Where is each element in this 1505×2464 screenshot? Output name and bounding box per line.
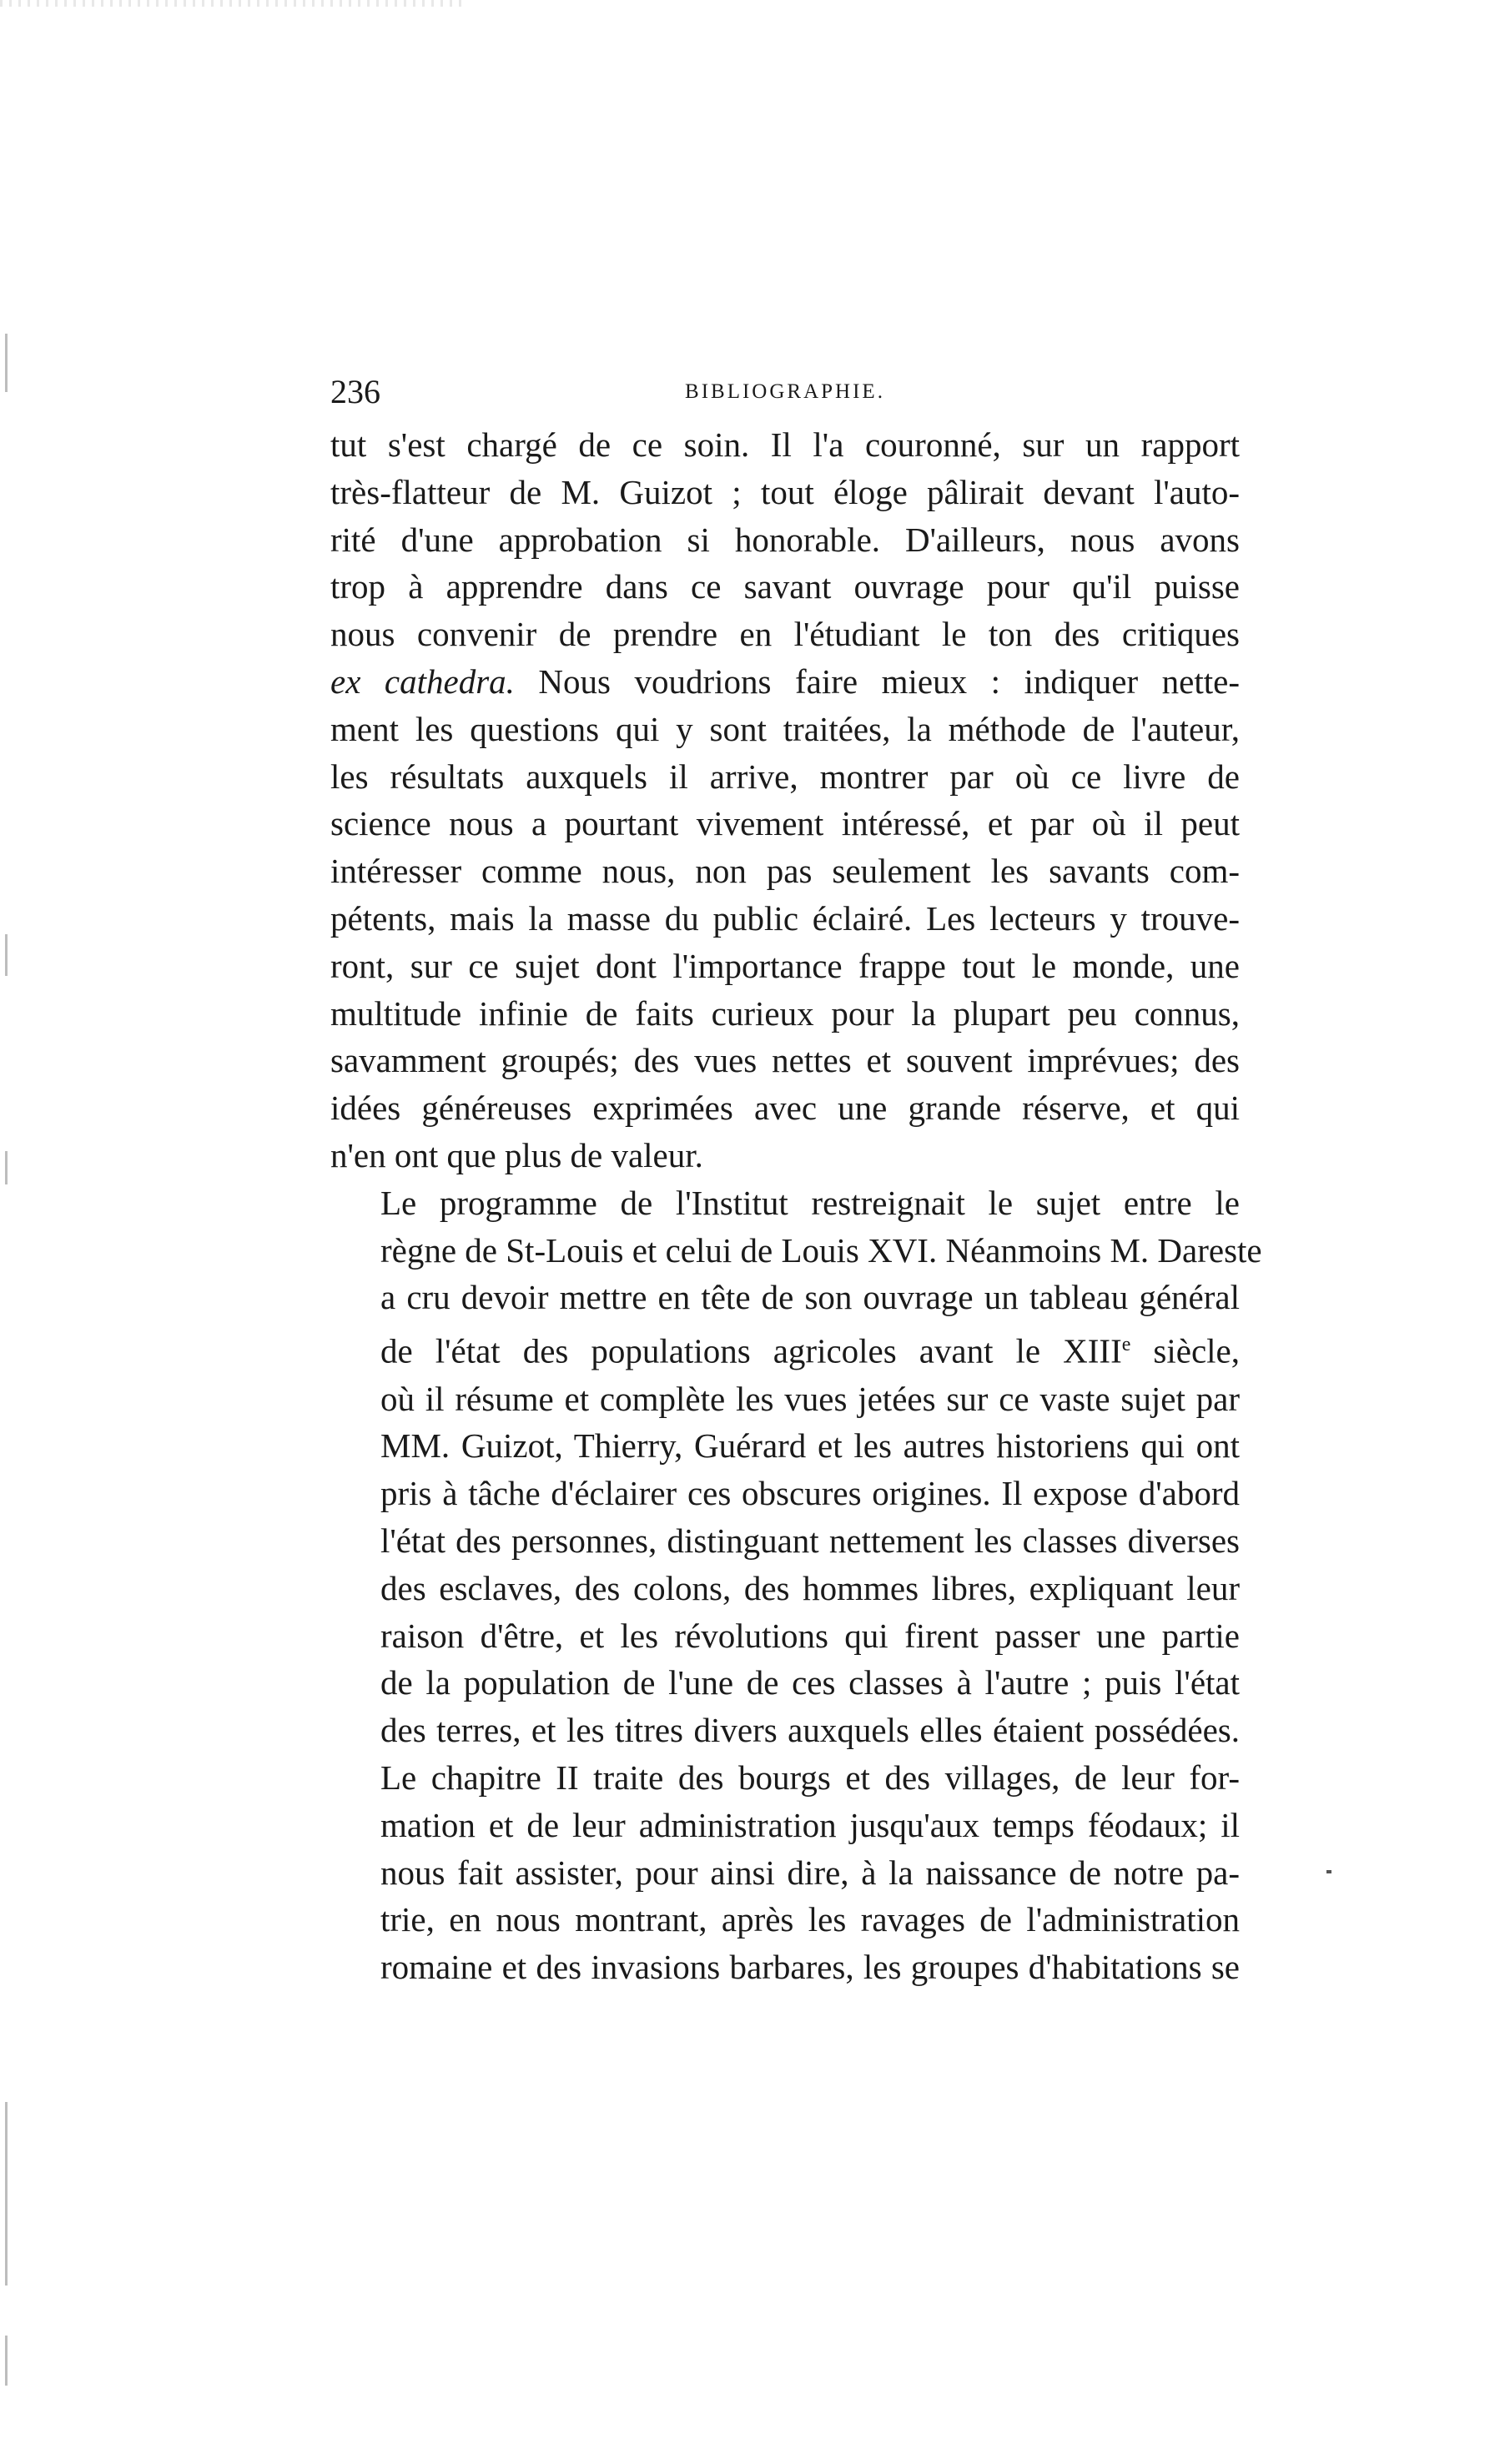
text-line: MM. Guizot, Thierry, Guérard et les autres historiens qui ont	[380, 1426, 1240, 1466]
text-segment: Nous voudrions faire mieux : indiquer nette-	[514, 661, 1240, 701]
paragraph-1	[330, 421, 1240, 1179]
body-text	[330, 421, 1262, 1991]
running-title: BIBLIOGRAPHIE.	[685, 380, 885, 403]
scan-edge-noise	[0, 0, 467, 7]
text-line: pris à tâche d'éclairer ces obscures origines. Il expose d'abord	[380, 1474, 1240, 1513]
text-line: de la population de l'une de ces classes à l'autre ; puis l'état	[380, 1663, 1240, 1702]
text-line: a cru devoir mettre en tête de son ouvrage un tableau général	[380, 1278, 1240, 1317]
text-segment: de l'état des populations agricoles avant le XIII	[380, 1331, 1122, 1370]
text-line: des esclaves, des colons, des hommes libres, expliquant leur	[380, 1568, 1240, 1607]
text-line: pétents, mais la masse du public éclairé. Les lecteurs y trouve-	[330, 898, 1240, 938]
text-line: trie, en nous montrant, après les ravages de l'administration	[380, 1900, 1240, 1939]
text-line: mation et de leur administration jusqu'aux temps féodaux; il	[380, 1805, 1240, 1844]
text-line: rité d'une approbation si honorable. D'ailleurs, nous avons	[330, 520, 1240, 559]
page-number: 236	[330, 373, 380, 410]
text-line: les résultats auxquels il arrive, montrer par où ce livre de	[330, 757, 1240, 796]
text-line: où il résume et complète les vues jetées sur ce vaste sujet par	[380, 1379, 1240, 1418]
text-line: nous convenir de prendre en l'étudiant le ton des critiques	[330, 615, 1240, 654]
text-line: Le chapitre II traite des bourgs et des villages, de leur for-	[380, 1757, 1240, 1797]
text-line: tut s'est chargé de ce soin. Il l'a couronné, sur un rapport	[330, 425, 1240, 464]
text-line: très-flatteur de M. Guizot ; tout éloge pâlirait devant l'auto-	[330, 472, 1240, 511]
scan-margin-specks	[0, 0, 17, 2464]
text-line: trop à apprendre dans ce savant ouvrage pour qu'il puisse	[330, 567, 1240, 606]
text-line: n'en ont que plus de valeur.	[330, 1135, 703, 1174]
text-line: des terres, et les titres divers auxquels elles étaient possédées.	[380, 1711, 1240, 1750]
text-line: multitude infinie de faits curieux pour la plupart peu connus,	[330, 993, 1240, 1033]
text-line: nous fait assister, pour ainsi dire, à la naissance de notre pa-	[380, 1853, 1240, 1892]
text-line: idées généreuses exprimées avec une grande réserve, et qui	[330, 1089, 1240, 1128]
text-line: ment les questions qui y sont traitées, la méthode de l'auteur,	[330, 709, 1240, 748]
text-segment: siècle,	[1130, 1331, 1240, 1370]
text-line: science nous a pourtant vivement intéressé, et par où il peut	[330, 804, 1240, 843]
text-line: ront, sur ce sujet dont l'importance frappe tout le monde, une	[330, 946, 1240, 985]
text-line: Le programme de l'Institut restreignait le sujet entre le	[380, 1183, 1240, 1222]
latin-phrase: ex cathedra.	[330, 661, 515, 701]
text-line	[330, 658, 1240, 706]
text-line: raison d'être, et les révolutions qui firent passer une partie	[380, 1616, 1240, 1655]
text-line: romaine et des invasions barbares, les groupes d'habitations se	[380, 1948, 1240, 1987]
text-line: l'état des personnes, distinguant nettement les classes diverses	[380, 1521, 1240, 1560]
superscript: e	[1121, 1334, 1131, 1356]
text-line: intéresser comme nous, non pas seulement les savants com-	[330, 852, 1240, 891]
text-line: savamment groupés; des vues nettes et souvent imprévues; des	[330, 1041, 1240, 1080]
running-head	[330, 367, 1240, 417]
margin-mark	[1326, 1870, 1331, 1873]
text-line	[330, 1321, 1240, 1375]
text-line: règne de St-Louis et celui de Louis XVI. Néanmoins M. Dareste	[380, 1230, 1262, 1270]
paragraph-2	[330, 1179, 1262, 1991]
